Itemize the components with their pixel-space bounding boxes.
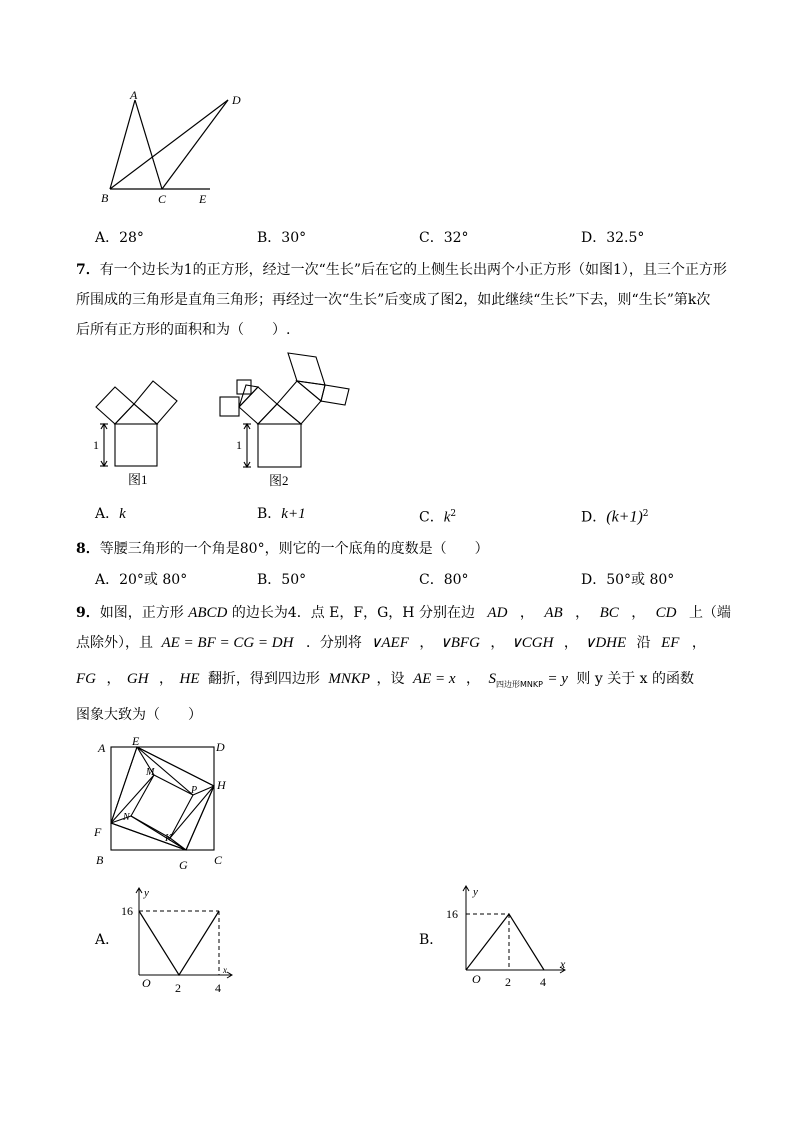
q9-square-figure [90, 735, 235, 875]
graph-b-x-tick-2: 2 [505, 975, 511, 989]
q9-seg-ef: EF [661, 635, 680, 651]
graph-b-y-tick: 16 [446, 907, 458, 921]
q7-option-a-prefix: A． [95, 506, 120, 522]
q9-l1c: 上（端 [688, 605, 731, 621]
point-label-C: C [158, 192, 167, 206]
q9-area-symbol: S [488, 671, 496, 687]
q7-option-b-math: k+1 [281, 506, 306, 522]
point-label-B: B [101, 191, 109, 205]
q7-option-a [95, 504, 126, 524]
q9-side-bc: BC [599, 605, 619, 621]
q9-l2b: ．分别将 [305, 635, 362, 651]
graph-a-x-tick-4: 4 [215, 981, 221, 995]
q9-label-H: H [217, 778, 226, 792]
graph-a-origin: O [142, 976, 151, 990]
q9-label-E: E [132, 735, 140, 748]
q9-number: 9． [76, 605, 100, 621]
q8-option-c: C．80° [419, 572, 469, 588]
q9-comma: ， [519, 605, 534, 621]
q7-option-a-math: k [119, 506, 126, 522]
q9-seg-gh: GH [126, 671, 149, 687]
q7-option-c-math: k [443, 509, 451, 526]
q9-side-ad: AD [487, 605, 508, 621]
q9-l2c: 沿 [636, 635, 651, 651]
q9-side-ab: AB [544, 605, 563, 621]
graph-b-y-label: y [473, 886, 478, 898]
q6-option-d: D．32.5° [581, 230, 645, 246]
q7-option-d [581, 504, 649, 528]
graph-b-x-label: x [560, 957, 566, 971]
q8-stem [76, 534, 489, 564]
q9-comma: ， [691, 635, 706, 651]
q7-option-d-math: (k+1) [606, 508, 643, 526]
q9-comma: ， [490, 635, 505, 651]
q7-line3: 后所有正方形的面积和为（ ）. [76, 322, 291, 338]
q6-option-c: C．32° [419, 230, 469, 246]
graph-a-x-label: x [223, 965, 227, 975]
q9-comma: ， [106, 671, 121, 687]
graph-b-x-tick-4: 4 [540, 975, 546, 989]
q7-option-b-prefix: B． [257, 506, 282, 522]
q9-l3c: 则 y 关于 x 的函数 [576, 671, 694, 687]
q7-fig2-side-label: 1 [236, 438, 242, 452]
graph-a-y-tick: 16 [121, 904, 133, 918]
q9-area-subscript: 四边形MNKP [495, 679, 543, 689]
q7-fig2-caption: 图2 [269, 473, 289, 488]
q7-figure-2 [215, 345, 360, 492]
q8-number: 8． [76, 541, 100, 557]
q7-fig1-side-label: 1 [93, 438, 99, 452]
q9-graph-b-option: B． [419, 932, 444, 948]
q9-line1 [76, 598, 731, 628]
q9-eq-y: = y [547, 671, 568, 687]
graph-a-x-tick-2: 2 [175, 981, 181, 995]
q9-line3 [76, 664, 694, 700]
q7-text-line1: 有一个边长为1的正方形，经过一次“生长”后在它的上侧生长出两个小正方形（如图1），且三个正方形 [99, 262, 727, 278]
point-label-E: E [199, 192, 207, 206]
q9-comma: ， [466, 671, 481, 687]
q7-figure-1 [92, 372, 187, 492]
q9-graph-a [112, 880, 242, 995]
q9-triangle-bfg: ∨BFG [439, 635, 480, 651]
graph-b-origin: O [472, 972, 481, 986]
q9-l1a: 如图，正方形 [99, 605, 184, 621]
q9-line2 [76, 628, 706, 658]
q9-triangle-aef: ∨AEF [370, 635, 409, 651]
q9-label-D: D [216, 740, 225, 754]
q8-option-d: D．50°或 80° [581, 572, 675, 588]
q7-option-b [257, 504, 306, 524]
q9-comma: ， [563, 635, 578, 651]
q9-l2a: 点除外），且 [76, 635, 153, 651]
q9-graph-b [440, 880, 575, 990]
q8-option-a: A．20°或 80° [95, 572, 188, 588]
q9-comma: ， [631, 605, 646, 621]
point-label-A: A [130, 88, 138, 102]
q9-l1b: 的边长为4．点 E，F，G，H 分别在边 [231, 605, 475, 621]
graph-a-curve [139, 911, 219, 975]
q9-graph-a-option: A． [95, 932, 120, 948]
q9-seg-he: HE [179, 671, 200, 687]
q7-number: 7． [76, 262, 100, 278]
q9-square-name: ABCD [188, 605, 228, 621]
graph-a-y-label: y [144, 887, 149, 899]
q9-label-B: B [96, 853, 104, 867]
q9-eq-ae-x: AE = x [412, 671, 456, 687]
q9-comma: ， [419, 635, 434, 651]
q7-option-c-prefix: C． [419, 509, 444, 526]
q7-option-c-exponent: 2 [450, 509, 457, 519]
q9-seg-fg: FG [76, 671, 96, 687]
q9-label-M: M [146, 767, 155, 778]
q9-label-N: N [123, 812, 130, 823]
q7-option-d-exponent: 2 [642, 509, 649, 519]
q9-label-C: C [214, 853, 223, 867]
q7-line2: 所围成的三角形是直角三角形；再经过一次“生长”后变成了图2，如此继续“生长”下去，则“生长”第k次 [76, 292, 711, 308]
q9-label-A: A [98, 741, 106, 755]
graph-b-curve [466, 914, 544, 970]
q9-label-G: G [179, 858, 188, 872]
q9-equal-lengths: AE = BF = CG = DH [161, 635, 294, 651]
q9-l3b: ，设 [376, 671, 405, 687]
q9-label-F: F [94, 825, 102, 839]
q6-option-a: A．28° [95, 230, 144, 246]
q7-line1 [76, 255, 727, 285]
q6-figure [95, 85, 255, 210]
q7-option-c [419, 504, 456, 528]
q9-l3a: 翻折，得到四边形 [207, 671, 320, 687]
q8-text: 等腰三角形的一个角是80°，则它的一个底角的度数是（ ） [99, 541, 489, 557]
q9-triangle-cgh: ∨CGH [510, 635, 554, 651]
q9-quad-name: MNKP [328, 671, 371, 687]
point-label-D: D [232, 93, 241, 107]
q9-comma: ， [575, 605, 590, 621]
q9-comma: ， [159, 671, 174, 687]
q8-option-b: B．50° [257, 572, 307, 588]
q9-label-P: P [191, 785, 198, 796]
q9-label-K: K [165, 833, 172, 844]
q7-fig1-caption: 图1 [128, 472, 148, 487]
q6-option-b: B．30° [257, 230, 307, 246]
q9-triangle-dhe: ∨DHE [584, 635, 627, 651]
q7-option-d-prefix: D． [581, 509, 607, 526]
q9-side-cd: CD [655, 605, 677, 621]
q9-line4: 图象大致为（ ） [76, 707, 202, 723]
